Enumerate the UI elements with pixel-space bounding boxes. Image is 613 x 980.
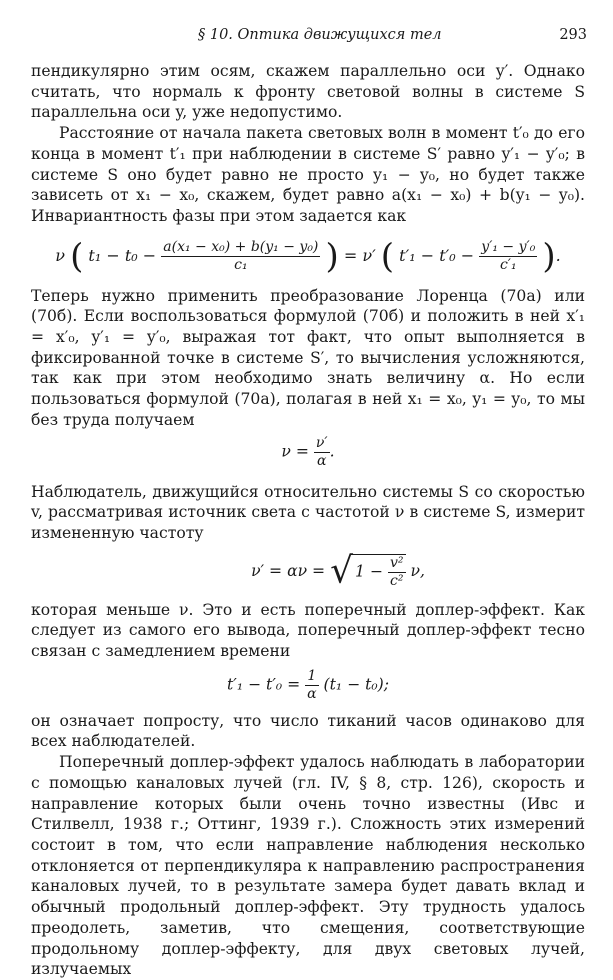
eq4-fraction bbox=[305, 668, 318, 703]
eq1-period: . bbox=[555, 245, 561, 265]
equation-time-dilation bbox=[31, 668, 585, 703]
eq2-lhs: ν = bbox=[281, 442, 309, 461]
eq3-square-root bbox=[330, 550, 405, 592]
eq1-lhs-denominator: c₁ bbox=[234, 256, 248, 273]
eq1-lhs-terms: t₁ − t₀ − bbox=[88, 245, 157, 265]
section-title: § 10. Оптика движущихся тел bbox=[198, 27, 442, 43]
eq4-rhs: (t₁ − t₀); bbox=[323, 675, 389, 694]
paragraph-7: Поперечный доплер-эффект удалось наблюдать в лаборатории с помощью каналовых лучей (гл. IV, § 8, стр. 126), скорость и направление которых были очень точно известны (Ивс и Стилвелл, 1938 г.; Оттинг, 1939 г.). Сложность этих измерений состоит в том, что если направление наблюдения несколько отклоняется от перпендикуляра к направлению распространения каналовых лучей, то в результате замера будет давать вклад и обычный продольный доплер-эффект. Эту трудность удалось преодолеть, заметив, что смещения, соответствующие продольному доплер-эффекту, для двух световых лучей, излучаемых bbox=[31, 753, 585, 979]
eq1-rhs-terms: t′₁ − t′₀ − bbox=[399, 245, 475, 265]
equation-phase-invariance bbox=[31, 236, 585, 277]
paragraph-6: он означает попросту, что число тиканий часов одинаково для всех наблюдателей. bbox=[31, 711, 585, 751]
paragraph-3: Теперь нужно применить преобразование Лоренца (70а) или (70б). Если воспользоваться формулой (70б) и положить в ней x′₁ = x′₀, y′₁ = y′₀, выражая тот факт, что опыт выполняется в фиксированной точке в системе S′, то вычисления усложняются, так как при этом необходимо знать величину α. Но если пользоваться формулой (70а), полагая в ней x₁ = x₀, y₁ = y₀, то мы без труда получаем bbox=[31, 286, 585, 429]
eq1-rhs-fraction bbox=[479, 239, 537, 274]
eq1-rhs-denominator: c′₁ bbox=[499, 256, 517, 273]
radical-sign-icon: √ bbox=[330, 550, 354, 592]
eq1-close-paren: ) bbox=[325, 236, 339, 277]
paragraph-1: пендикулярно этим осям, скажем параллельно оси y′. Однако считать, что нормаль к фронту световой волны в системе S параллельна оси y, уже недопустимо. bbox=[31, 62, 585, 122]
equation-doppler-frequency bbox=[91, 550, 585, 592]
body-text bbox=[31, 61, 585, 980]
eq2-period: . bbox=[329, 442, 335, 461]
eq2-denominator: α bbox=[317, 452, 327, 469]
eq2-fraction bbox=[314, 435, 330, 470]
eq3-one-minus: 1 − bbox=[355, 562, 383, 581]
running-header bbox=[0, 27, 613, 49]
equation-nu bbox=[31, 435, 585, 470]
eq3-end: ν, bbox=[410, 561, 425, 580]
eq3-lhs: ν′ = αν = bbox=[251, 561, 326, 580]
eq4-denominator: α bbox=[307, 685, 317, 702]
eq1-rhs-numerator: y′₁ − y′₀ bbox=[481, 238, 536, 255]
eq3-fraction bbox=[388, 555, 406, 590]
eq3-radicand bbox=[353, 554, 405, 590]
eq3-numerator: v² bbox=[389, 554, 404, 571]
page-number: 293 bbox=[559, 27, 587, 43]
paragraph-4: Наблюдатель, движущийся относительно системы S со скоростью v, рассматривая источник света с частотой ν в системе S, измерит измененную частоту bbox=[31, 482, 585, 542]
paragraph-5: которая меньше ν. Это и есть поперечный доплер-эффект. Как следует из самого его вывода, поперечный доплер-эффект тесно связан с замедлением времени bbox=[31, 600, 585, 661]
eq2-numerator: ν′ bbox=[315, 434, 328, 451]
eq4-lhs: t′₁ − t′₀ = bbox=[227, 675, 301, 694]
eq1-rhs-close-paren: ) bbox=[542, 236, 556, 277]
paragraph-2: Расстояние от начала пакета световых волн в момент t′₀ до его конца в момент t′₁ при наблюдении в системе S′ равно y′₁ − y′₀; в системе S оно будет равно не просто y₁ − y₀, но будет также зависеть от x₁ − x₀, скажем, будет равно a(x₁ − x₀) + b(y₁ − y₀). Инвариантность фазы при этом задается как bbox=[31, 124, 585, 225]
eq1-open-paren: ( bbox=[70, 236, 84, 277]
eq1-nu: ν bbox=[55, 245, 65, 265]
eq1-equals: = ν′ bbox=[343, 245, 376, 265]
eq1-lhs-fraction bbox=[161, 239, 320, 274]
eq1-lhs-numerator: a(x₁ − x₀) + b(y₁ − y₀) bbox=[163, 238, 319, 255]
eq3-denominator: c² bbox=[390, 572, 404, 589]
eq4-numerator: 1 bbox=[305, 668, 318, 686]
eq1-rhs-open-paren: ( bbox=[380, 236, 395, 277]
